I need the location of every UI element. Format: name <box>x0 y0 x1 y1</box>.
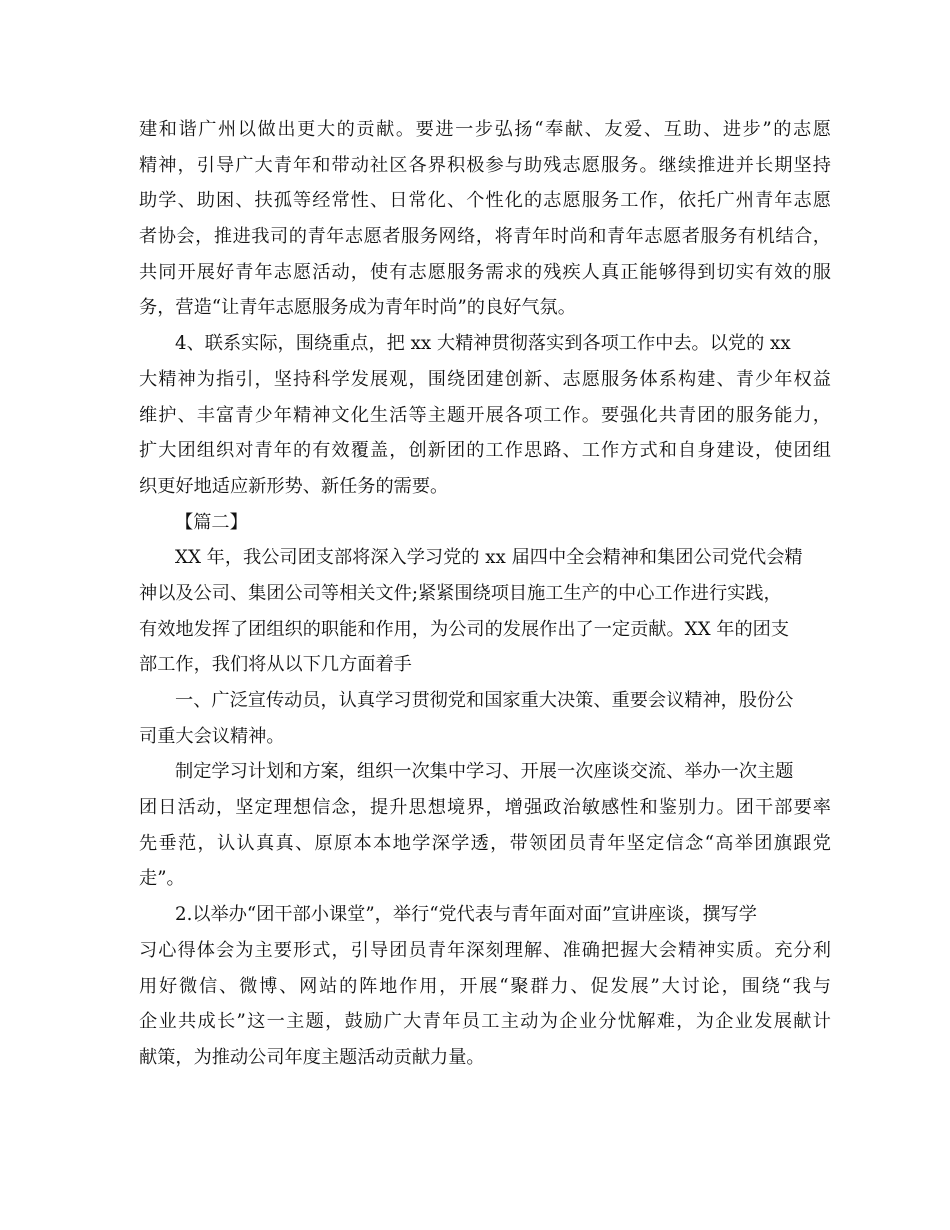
text-line: 扩大团组织对青年的有效覆盖，创新团的工作思路、工作方式和自身建设，使团组 <box>139 440 831 462</box>
text-line: 建和谐广州以做出更大的贡献。要进一步弘扬“奉献、友爱、互助、进步”的志愿 <box>139 119 831 140</box>
document-body <box>139 112 831 1076</box>
text-line: 用好微信、微博、网站的阵地作用，开展“聚群力、促发展”大讨论，围绕“我与 <box>139 975 831 997</box>
text-line: 【篇二】 <box>175 511 248 533</box>
text-line: 助学、助困、扶孤等经常性、日常化、个性化的志愿服务工作，依托广州青年志愿 <box>139 190 831 212</box>
text-line: 精神，引导广大青年和带动社区各界积极参与助残志愿服务。继续推进并长期坚持 <box>139 154 831 176</box>
text-line: 先垂范，认认真真、原原本本地学深学透，带领团员青年坚定信念“高举团旗跟党 <box>139 832 831 854</box>
text-line: 织更好地适应新形势、新任务的需要。 <box>139 475 449 497</box>
text-line: 部工作，我们将从以下几方面着手 <box>139 654 412 676</box>
text-line: 大精神为指引，坚持科学发展观，围绕团建创新、志愿服务体系构建、青少年权益 <box>139 368 831 390</box>
text-line: 维护、丰富青少年精神文化生活等主题开展各项工作。要强化共青团的服务能力， <box>139 404 831 426</box>
text-line: 者协会，推进我司的青年志愿者服务网络，将青年时尚和青年志愿者服务有机结合， <box>139 226 831 248</box>
text-line: 4、联系实际，围绕重点，把 xx 大精神贯彻落实到各项工作中去。以党的 xx <box>175 333 791 355</box>
text-line: 走”。 <box>139 868 185 890</box>
text-line: 献策，为推动公司年度主题活动贡献力量。 <box>139 1046 485 1068</box>
text-line: 神以及公司、集团公司等相关文件;紧紧围绕项目施工生产的中心工作进行实践， <box>139 582 782 604</box>
text-line: 司重大会议精神。 <box>139 725 285 747</box>
text-line: XX 年，我公司团支部将深入学习党的 xx 届四中全会精神和集团公司党代会精 <box>175 547 803 569</box>
text-line: 习心得体会为主要形式，引导团员青年深刻理解、准确把握大会精神实质。充分利 <box>139 939 831 961</box>
text-line: 制定学习计划和方案，组织一次集中学习、开展一次座谈交流、举办一次主题 <box>175 761 794 783</box>
text-line: 有效地发挥了团组织的职能和作用，为公司的发展作出了一定贡献。XX 年的团支 <box>139 618 790 640</box>
text-line: 一、广泛宣传动员，认真学习贯彻党和国家重大决策、重要会议精神，股份公 <box>175 690 794 711</box>
text-line: 2.以举办“团干部小课堂”，举行“党代表与青年面对面”宣讲座谈，撰写学 <box>175 904 757 926</box>
text-line: 务，营造“让青年志愿服务成为青年时尚”的良好气氛。 <box>139 297 576 319</box>
text-line: 团日活动，坚定理想信念，提升思想境界，增强政治敏感性和鉴别力。团干部要率 <box>139 797 831 819</box>
text-line: 企业共成长”这一主题，鼓励广大青年员工主动为企业分忧解难，为企业发展献计 <box>139 1011 831 1033</box>
text-line: 共同开展好青年志愿活动，使有志愿服务需求的残疾人真正能够得到切实有效的服 <box>139 261 831 283</box>
